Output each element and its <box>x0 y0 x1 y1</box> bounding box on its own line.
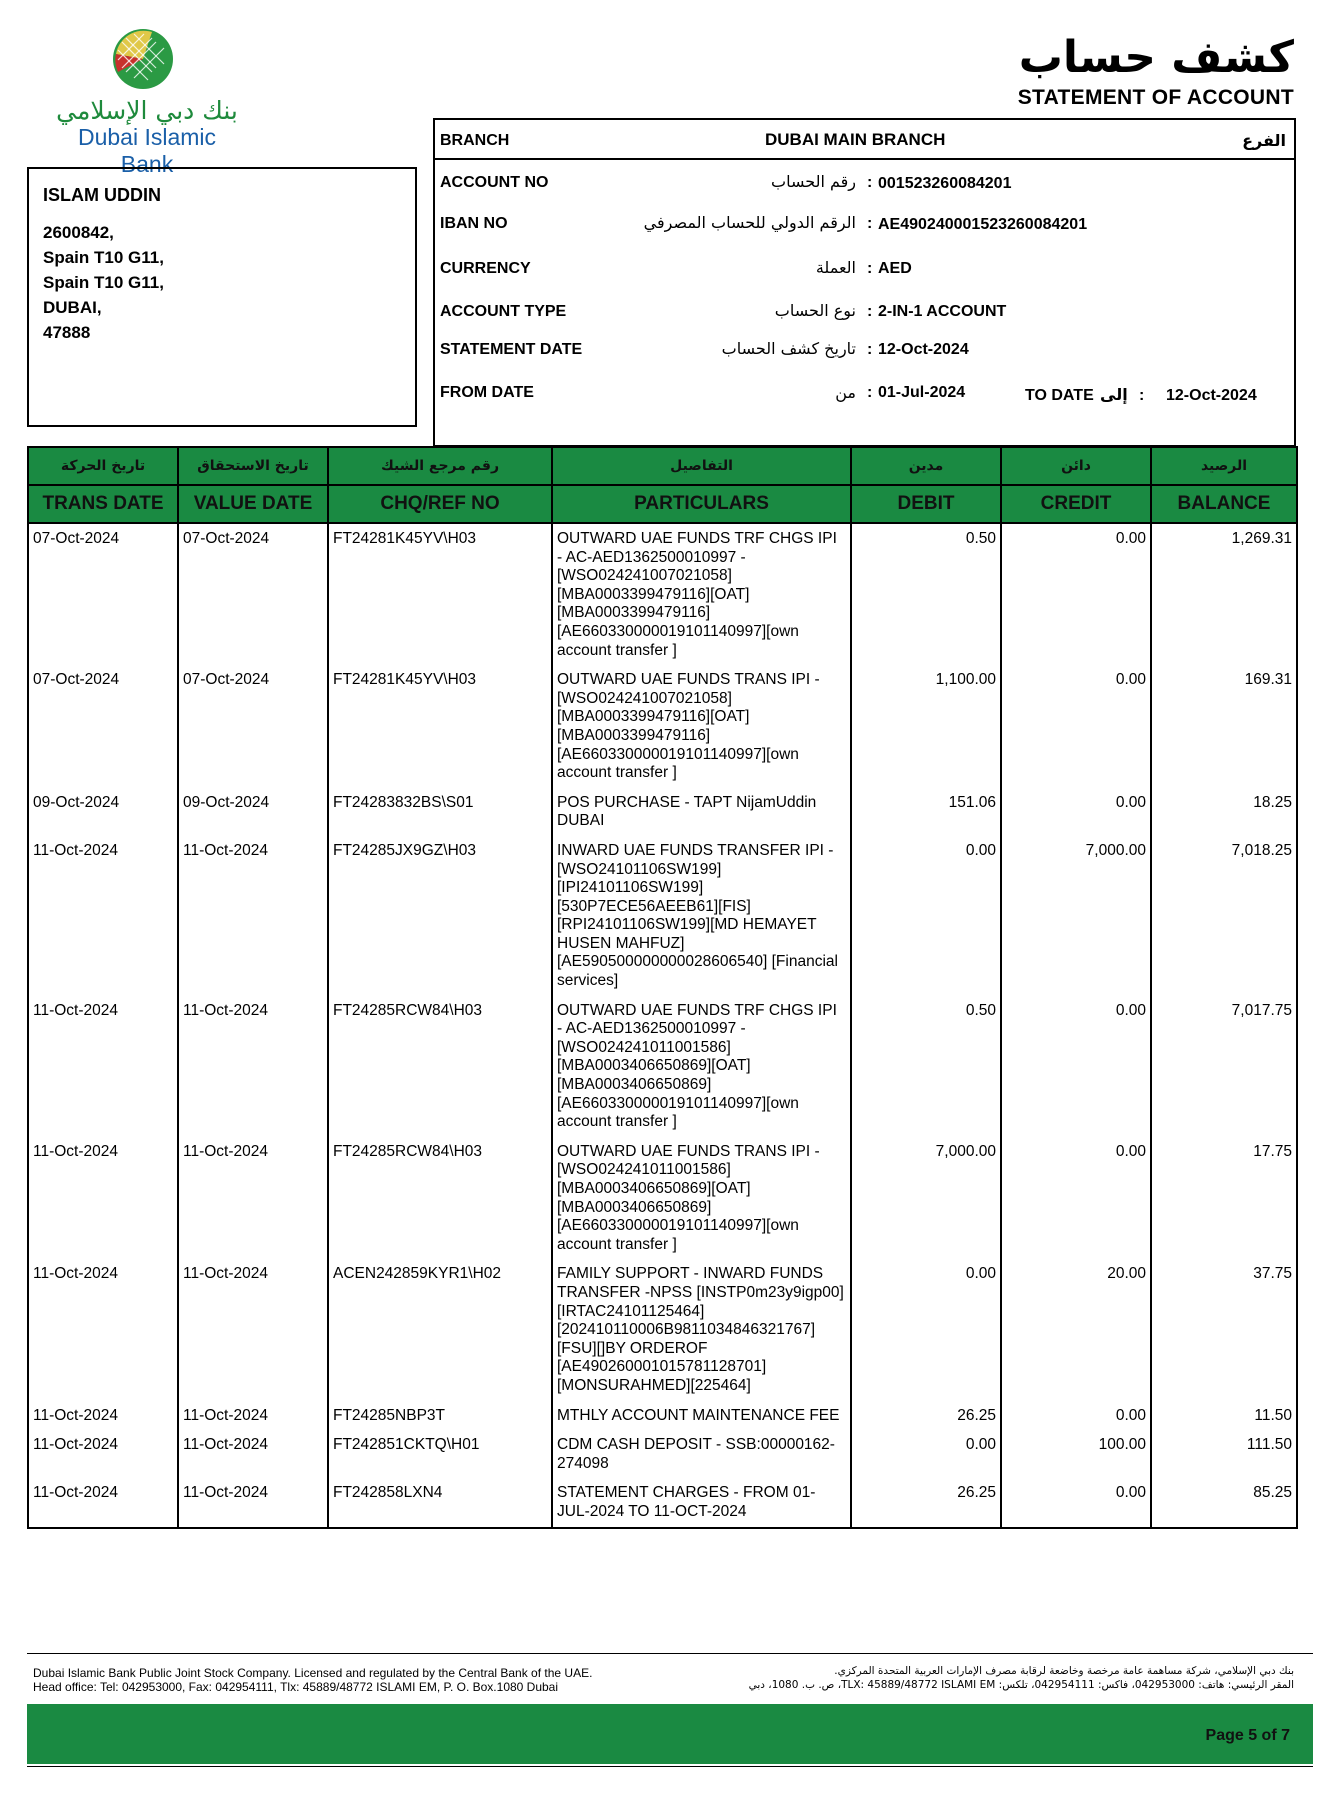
balance-cell: 111.50 <box>1151 1430 1297 1478</box>
column-header: DEBIT <box>851 485 1001 523</box>
to-date-label: TO DATE <box>1025 387 1094 404</box>
column-header-arabic: التفاصيل <box>552 447 851 485</box>
credit-cell: 7,000.00 <box>1001 836 1151 996</box>
particulars-cell: FAMILY SUPPORT - INWARD FUNDS TRANSFER -NPSS [INSTP0m23y9igp00] [IRTAC24101125464] [202410110006B9811034846321767] [FSU][]BY ORDEROF [AE490260001015781128701] [MONSURAHMED][225464] <box>552 1259 851 1400</box>
colon: : <box>867 303 873 320</box>
debit-cell: 0.00 <box>851 1430 1001 1478</box>
footer-contact-line-arabic: المقر الرئيسي: هاتف: 042953000، فاكس: 042954111، تلكس: TLX: 45889/48772 ISLAMI EM، ص. ب. 1080، دبي <box>748 1679 1294 1691</box>
table-row <box>28 523 1297 665</box>
credit-cell: 0.00 <box>1001 996 1151 1137</box>
debit-cell: 1,100.00 <box>851 665 1001 788</box>
from-date-label-arabic: من <box>835 383 856 402</box>
table-row <box>28 1259 1297 1400</box>
colon: : <box>1139 387 1145 404</box>
branch-label: BRANCH <box>440 132 510 149</box>
balance-cell: 1,269.31 <box>1151 523 1297 665</box>
ref-cell: FT24283832BS\S01 <box>328 788 552 836</box>
value-date-cell: 07-Oct-2024 <box>178 665 328 788</box>
value-date-cell: 11-Oct-2024 <box>178 836 328 996</box>
customer-name: ISLAM UDDIN <box>43 185 161 205</box>
address-line: Spain T10 G11, <box>43 273 164 292</box>
debit-cell: 0.50 <box>851 523 1001 665</box>
credit-cell: 0.00 <box>1001 1137 1151 1260</box>
trans-date-cell: 11-Oct-2024 <box>28 1137 178 1260</box>
table-row <box>28 996 1297 1137</box>
credit-cell: 0.00 <box>1001 523 1151 665</box>
column-header: CHQ/REF NO <box>328 485 552 523</box>
particulars-cell: MTHLY ACCOUNT MAINTENANCE FEE <box>552 1401 851 1431</box>
ref-cell: FT242858LXN4 <box>328 1478 552 1527</box>
table-row <box>28 1137 1297 1260</box>
currency-label-arabic: العملة <box>815 258 856 277</box>
bank-logo-icon <box>112 28 174 90</box>
trans-date-cell: 09-Oct-2024 <box>28 788 178 836</box>
account-type-value: 2-IN-1 ACCOUNT <box>878 303 1007 320</box>
colon: : <box>867 215 873 232</box>
account-type-label-arabic: نوع الحساب <box>774 301 856 320</box>
iban-label-arabic: الرقم الدولي للحساب المصرفي <box>643 213 856 232</box>
particulars-cell: POS PURCHASE - TAPT NijamUddin DUBAI <box>552 788 851 836</box>
table-row <box>28 836 1297 996</box>
credit-cell: 0.00 <box>1001 665 1151 788</box>
currency-label: CURRENCY <box>440 260 531 277</box>
value-date-cell: 11-Oct-2024 <box>178 1137 328 1260</box>
balance-cell: 17.75 <box>1151 1137 1297 1260</box>
credit-cell: 0.00 <box>1001 1401 1151 1431</box>
trans-date-cell: 11-Oct-2024 <box>28 1478 178 1527</box>
footer-contact-line: Head office: Tel: 042953000, Fax: 042954111, Tlx: 45889/48772 ISLAMI EM, P. O. Box.1080 Dubai <box>33 1680 559 1694</box>
particulars-cell: OUTWARD UAE FUNDS TRANS IPI - [WSO024241011001586] [MBA0003406650869][OAT] [MBA0003406650869] [AE660330000019101140997][own account transfer ] <box>552 1137 851 1260</box>
particulars-cell: OUTWARD UAE FUNDS TRF CHGS IPI - AC-AED1362500010997 - [WSO024241007021058] [MBA0003399479116][OAT] [MBA0003399479116] [AE660330000019101140997][own account transfer ] <box>552 523 851 665</box>
ref-cell: FT242851CKTQ\H01 <box>328 1430 552 1478</box>
table-row <box>28 1430 1297 1478</box>
address-line: Spain T10 G11, <box>43 248 164 267</box>
particulars-cell: OUTWARD UAE FUNDS TRANS IPI - [WSO024241007021058] [MBA0003399479116][OAT] [MBA0003399479116] [AE660330000019101140997][own account transfer ] <box>552 665 851 788</box>
value-date-cell: 11-Oct-2024 <box>178 1478 328 1527</box>
trans-date-cell: 11-Oct-2024 <box>28 996 178 1137</box>
ref-cell: FT24281K45YV\H03 <box>328 665 552 788</box>
account-type-label: ACCOUNT TYPE <box>440 303 567 320</box>
balance-cell: 85.25 <box>1151 1478 1297 1527</box>
ref-cell: FT24281K45YV\H03 <box>328 523 552 665</box>
footer-bar <box>27 1704 1313 1764</box>
balance-cell: 37.75 <box>1151 1259 1297 1400</box>
table-row <box>28 1478 1297 1527</box>
iban-label: IBAN NO <box>440 215 508 232</box>
account-no-value: 001523260084201 <box>878 175 1012 192</box>
column-header-arabic: رقم مرجع الشيك <box>328 447 552 485</box>
debit-cell: 0.00 <box>851 836 1001 996</box>
branch-label-arabic: الفرع <box>1242 131 1286 150</box>
trans-date-cell: 11-Oct-2024 <box>28 1259 178 1400</box>
trans-date-cell: 07-Oct-2024 <box>28 665 178 788</box>
balance-cell: 169.31 <box>1151 665 1297 788</box>
column-header: CREDIT <box>1001 485 1151 523</box>
bank-logo-arabic: بنك دبي الإسلامي <box>56 96 238 125</box>
value-date-cell: 11-Oct-2024 <box>178 1259 328 1400</box>
credit-cell: 0.00 <box>1001 1478 1151 1527</box>
table-row <box>28 1401 1297 1431</box>
column-header-arabic: الرصيد <box>1151 447 1297 485</box>
currency-value: AED <box>878 260 912 277</box>
ref-cell: ACEN242859KYR1\H02 <box>328 1259 552 1400</box>
footer-bottom-divider <box>27 1766 1313 1767</box>
column-header-arabic: تاريخ الحركة <box>28 447 178 485</box>
trans-date-cell: 11-Oct-2024 <box>28 1401 178 1431</box>
address-line: 2600842, <box>43 223 114 242</box>
column-header: TRANS DATE <box>28 485 178 523</box>
value-date-cell: 11-Oct-2024 <box>178 1401 328 1431</box>
debit-cell: 7,000.00 <box>851 1137 1001 1260</box>
ref-cell: FT24285RCW84\H03 <box>328 996 552 1137</box>
statement-date-label: STATEMENT DATE <box>440 341 583 358</box>
account-no-label-arabic: رقم الحساب <box>771 172 856 191</box>
from-date-label: FROM DATE <box>440 384 534 401</box>
debit-cell: 0.00 <box>851 1259 1001 1400</box>
credit-cell: 100.00 <box>1001 1430 1151 1478</box>
trans-date-cell: 07-Oct-2024 <box>28 523 178 665</box>
column-header-arabic: مدين <box>851 447 1001 485</box>
trans-date-cell: 11-Oct-2024 <box>28 1430 178 1478</box>
value-date-cell: 09-Oct-2024 <box>178 788 328 836</box>
to-date-value: 12-Oct-2024 <box>1166 387 1257 404</box>
ref-cell: FT24285RCW84\H03 <box>328 1137 552 1260</box>
ref-cell: FT24285NBP3T <box>328 1401 552 1431</box>
balance-cell: 7,017.75 <box>1151 996 1297 1137</box>
credit-cell: 20.00 <box>1001 1259 1151 1400</box>
branch-row <box>435 120 1294 160</box>
address-line: DUBAI, <box>43 298 102 317</box>
value-date-cell: 11-Oct-2024 <box>178 996 328 1137</box>
debit-cell: 151.06 <box>851 788 1001 836</box>
ref-cell: FT24285JX9GZ\H03 <box>328 836 552 996</box>
value-date-cell: 07-Oct-2024 <box>178 523 328 665</box>
bank-logo-english: Dubai Islamic Bank <box>77 124 217 177</box>
column-header: PARTICULARS <box>552 485 851 523</box>
header-row-english <box>28 485 1297 523</box>
column-header: BALANCE <box>1151 485 1297 523</box>
title-arabic: كشف حساب <box>1018 32 1294 83</box>
column-header: VALUE DATE <box>178 485 328 523</box>
debit-cell: 26.25 <box>851 1401 1001 1431</box>
branch-value: DUBAI MAIN BRANCH <box>765 130 946 149</box>
footer-legal-line: Dubai Islamic Bank Public Joint Stock Company. Licensed and regulated by the Central Bank of the UAE. <box>33 1666 593 1680</box>
balance-cell: 18.25 <box>1151 788 1297 836</box>
particulars-cell: OUTWARD UAE FUNDS TRF CHGS IPI - AC-AED1362500010997 - [WSO024241011001586] [MBA0003406650869][OAT] [MBA0003406650869] [AE660330000019101140997][own account transfer ] <box>552 996 851 1137</box>
transactions-table <box>27 446 1298 1529</box>
account-info-box <box>433 118 1296 447</box>
table-row <box>28 665 1297 788</box>
statement-date-value: 12-Oct-2024 <box>878 341 969 358</box>
header-row-arabic <box>28 447 1297 485</box>
debit-cell: 26.25 <box>851 1478 1001 1527</box>
debit-cell: 0.50 <box>851 996 1001 1137</box>
table-row <box>28 788 1297 836</box>
account-no-label: ACCOUNT NO <box>440 174 549 191</box>
particulars-cell: STATEMENT CHARGES - FROM 01-JUL-2024 TO 11-OCT-2024 <box>552 1478 851 1527</box>
column-header-arabic: تاريخ الاستحقاق <box>178 447 328 485</box>
trans-date-cell: 11-Oct-2024 <box>28 836 178 996</box>
iban-value: AE490240001523260084201 <box>878 216 1088 233</box>
page-number: Page 5 of 7 <box>1205 1727 1290 1744</box>
footer-legal-line-arabic: بنك دبي الإسلامي، شركة مساهمة عامة مرخصة وخاضعة لرقابة مصرف الإمارات العربية المتحدة المركزي. <box>834 1665 1294 1677</box>
from-date-value: 01-Jul-2024 <box>878 384 966 401</box>
footer-divider <box>27 1653 1313 1654</box>
colon: : <box>867 260 873 277</box>
credit-cell: 0.00 <box>1001 788 1151 836</box>
title-english: STATEMENT OF ACCOUNT <box>1017 86 1294 109</box>
colon: : <box>867 384 873 401</box>
colon: : <box>867 174 873 191</box>
particulars-cell: CDM CASH DEPOSIT - SSB:00000162-274098 <box>552 1430 851 1478</box>
footer-legal-arabic <box>749 1664 1294 1692</box>
footer-legal-english <box>33 1666 592 1694</box>
column-header-arabic: دائن <box>1001 447 1151 485</box>
colon: : <box>867 341 873 358</box>
value-date-cell: 11-Oct-2024 <box>178 1430 328 1478</box>
particulars-cell: INWARD UAE FUNDS TRANSFER IPI - [WSO24101106SW199] [IPI24101106SW199] [530P7ECE56AEEB61][FIS] [RPI24101106SW199][MD HEMAYET HUSEN MAHFUZ] [AE590500000000028606540] [Financial services] <box>552 836 851 996</box>
address-line: 47888 <box>43 323 91 342</box>
customer-address-box <box>27 167 417 427</box>
statement-date-label-arabic: تاريخ كشف الحساب <box>721 339 856 358</box>
to-date-label-arabic: إلى <box>1100 385 1128 404</box>
balance-cell: 11.50 <box>1151 1401 1297 1431</box>
balance-cell: 7,018.25 <box>1151 836 1297 996</box>
